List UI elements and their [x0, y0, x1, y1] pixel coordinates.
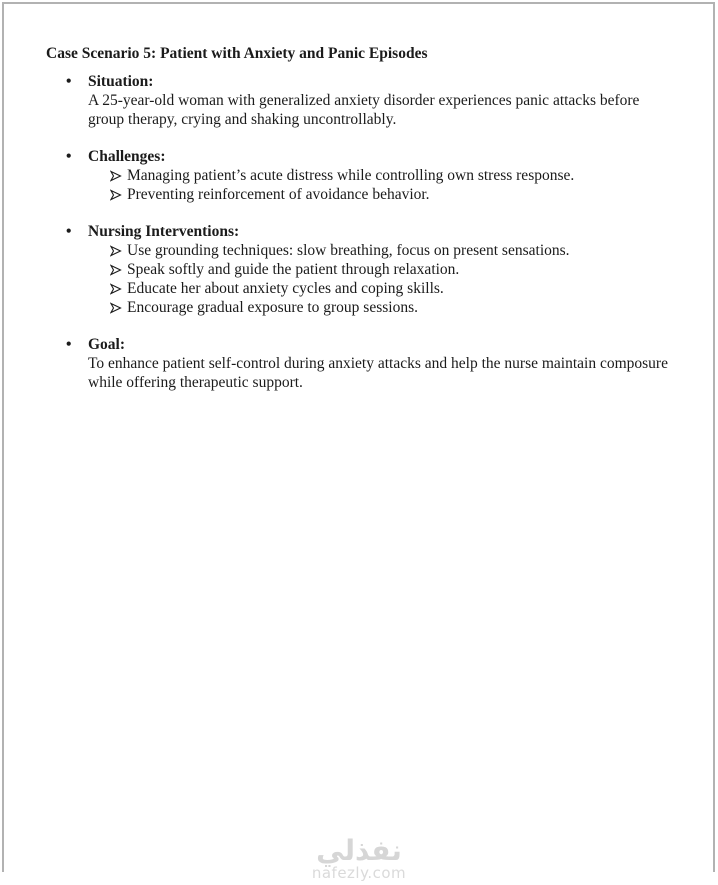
right-arrowhead-icon — [110, 298, 127, 314]
list-item-text: Preventing reinforcement of avoidance behavior. — [127, 186, 430, 203]
section-label: Goal: — [88, 336, 126, 353]
bullet-section — [46, 222, 668, 317]
document-title: Case Scenario 5: Patient with Anxiety and Panic Episodes — [46, 45, 428, 62]
sections-container — [46, 72, 668, 392]
right-arrowhead-icon — [110, 279, 127, 295]
list-item-text: Educate her about anxiety cycles and coping skills. — [127, 280, 444, 297]
watermark-site-text: nafezly.com — [311, 864, 407, 882]
bullet-icon: • — [66, 223, 72, 240]
section-label: Situation: — [88, 73, 154, 90]
bullet-section — [46, 335, 668, 392]
list-item — [46, 166, 668, 185]
bullet-section — [46, 72, 668, 129]
list-item-text: Encourage gradual exposure to group sessions. — [127, 299, 418, 316]
section-paragraph: To enhance patient self-control during anxiety attacks and help the nurse maintain composure while offering therapeutic support. — [88, 355, 668, 391]
list-item — [46, 298, 668, 317]
section-heading-row — [46, 335, 668, 354]
section-heading-row — [46, 147, 668, 166]
section-paragraph: A 25-year-old woman with generalized anxiety disorder experiences panic attacks before group therapy, crying and shaking uncontrollably. — [88, 92, 640, 128]
right-arrowhead-icon — [110, 166, 127, 182]
list-item-text: Use grounding techniques: slow breathing, focus on present sensations. — [127, 242, 570, 259]
bullet-section — [46, 147, 668, 204]
right-arrowhead-icon — [110, 260, 127, 276]
bullet-icon: • — [66, 336, 72, 353]
list-item — [46, 185, 668, 204]
list-item — [46, 241, 668, 260]
list-item — [46, 260, 668, 279]
section-heading-row — [46, 72, 668, 91]
list-item — [46, 279, 668, 298]
list-item-text: Speak softly and guide the patient through relaxation. — [127, 261, 460, 278]
document-content — [0, 0, 718, 392]
watermark-logo-arabic: نفذلي — [316, 834, 402, 867]
section-label: Challenges: — [88, 148, 166, 165]
list-item-text: Managing patient’s acute distress while controlling own stress response. — [127, 167, 575, 184]
section-heading-row — [46, 222, 668, 241]
right-arrowhead-icon — [110, 241, 127, 257]
section-label: Nursing Interventions: — [88, 223, 240, 240]
watermark — [0, 834, 718, 882]
bullet-icon: • — [66, 148, 72, 165]
bullet-icon: • — [66, 73, 72, 90]
right-arrowhead-icon — [110, 185, 127, 201]
